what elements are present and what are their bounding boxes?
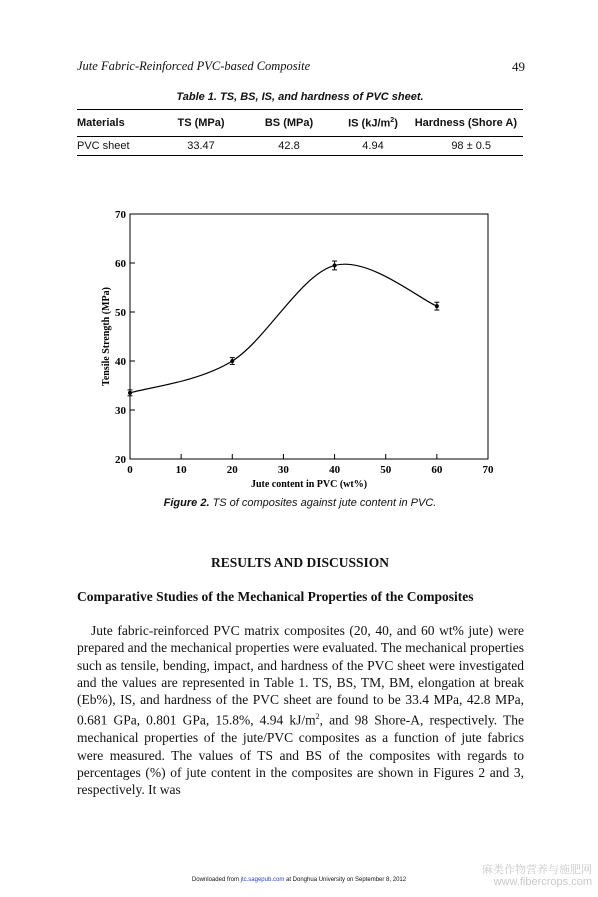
x-tick-label: 10 <box>175 464 187 476</box>
series-line <box>130 264 437 393</box>
plot-frame <box>130 214 488 459</box>
figure-caption <box>77 497 523 509</box>
watermark-line1: 麻类作物营养与施肥网 <box>482 864 592 876</box>
cell-is: 4.94 <box>362 140 384 152</box>
y-tick-label: 30 <box>115 405 126 417</box>
x-tick-label: 40 <box>329 464 341 476</box>
y-tick-label: 20 <box>115 454 126 466</box>
watermark-line2: www.fibercrops.com <box>493 876 592 888</box>
col-header-bs: BS (MPa) <box>264 117 314 129</box>
body-text-sup: 2 <box>315 712 320 722</box>
running-title: Jute Fabric-Reinforced PVC-based Composite <box>77 59 311 73</box>
cell-hardness: 98 ± 0.5 <box>451 140 491 152</box>
body-text-part2: , and 98 Shore-A, respectively. The mechanical properties of the jute/PVC composites as a function of jute fabrics were measured. The values of TS and BS of the composites with regards to percentages (%) of jute content in the composites are shown in Figures 2 and 3, respectively. It was <box>77 712 525 798</box>
figure-caption-text: TS of composites against jute content in PVC. <box>212 497 437 509</box>
footer-link[interactable]: jtc.sagepub.com <box>240 877 285 883</box>
col-header-materials: Materials <box>77 117 125 129</box>
table-row <box>77 137 523 156</box>
section-heading: RESULTS AND DISCUSSION <box>210 555 390 570</box>
y-tick-label: 70 <box>115 209 126 221</box>
cell-bs: 42.8 <box>278 140 300 152</box>
cell-ts: 33.47 <box>187 140 215 152</box>
x-axis-label: Jute content in PVC (wt%) <box>250 479 368 490</box>
subsection-heading: Comparative Studies of the Mechanical Properties of the Composites <box>77 589 474 604</box>
col-header-is-text: IS (kJ/m <box>348 117 391 130</box>
body-paragraph <box>77 622 524 798</box>
table-header-row <box>77 110 523 137</box>
footer-prefix: Downloaded from <box>191 877 239 883</box>
watermark <box>472 864 592 888</box>
tensile-strength-chart <box>98 203 498 490</box>
col-header-hardness: Hardness (Shore A) <box>414 117 517 129</box>
table-caption: Table 1. TS, BS, IS, and hardness of PVC sheet. <box>176 91 424 103</box>
cell-material: PVC sheet <box>77 140 130 152</box>
x-tick-label: 0 <box>127 464 133 476</box>
data-point <box>128 391 132 395</box>
data-point <box>230 359 234 363</box>
chart-svg <box>98 203 498 490</box>
properties-table <box>77 109 523 156</box>
x-tick-label: 60 <box>431 464 443 476</box>
y-tick-label: 60 <box>115 258 126 270</box>
data-point <box>435 304 439 308</box>
footer-suffix: at Donghua University on September 8, 2012 <box>286 877 407 883</box>
y-tick-label: 50 <box>115 307 126 319</box>
col-header-is-close: ) <box>394 117 398 130</box>
x-tick-label: 70 <box>482 464 494 476</box>
x-tick-label: 20 <box>226 464 238 476</box>
col-header-is <box>333 110 413 137</box>
y-tick-label: 40 <box>115 356 126 368</box>
body-text-part1: Jute fabric-reinforced PVC matrix composites (20, 40, and 60 wt% jute) were prepared and the mechanical properties were evaluated. The mechanical properties such as tensile, bending, impact, and hardness of the PVC sheet were investigated and the values are represented in Table 1. TS, BS, TM, BM, elongation at break (Eb%), IS, and hardness of the PVC sheet are found to be 33.4 MPa, 42.8 MPa, 0.681 GPa, 0.801 GPa, 15.8%, 4.94 kJ/m <box>77 623 524 728</box>
x-tick-label: 30 <box>277 464 289 476</box>
page-number: 49 <box>512 59 525 74</box>
col-header-is-sup: 2 <box>390 116 395 124</box>
figure-caption-label: Figure 2. <box>163 497 210 509</box>
x-tick-label: 50 <box>380 464 392 476</box>
col-header-ts: TS (MPa) <box>177 117 225 129</box>
y-axis-label: Tensile Strength (MPa) <box>101 287 112 386</box>
data-point <box>333 263 337 267</box>
